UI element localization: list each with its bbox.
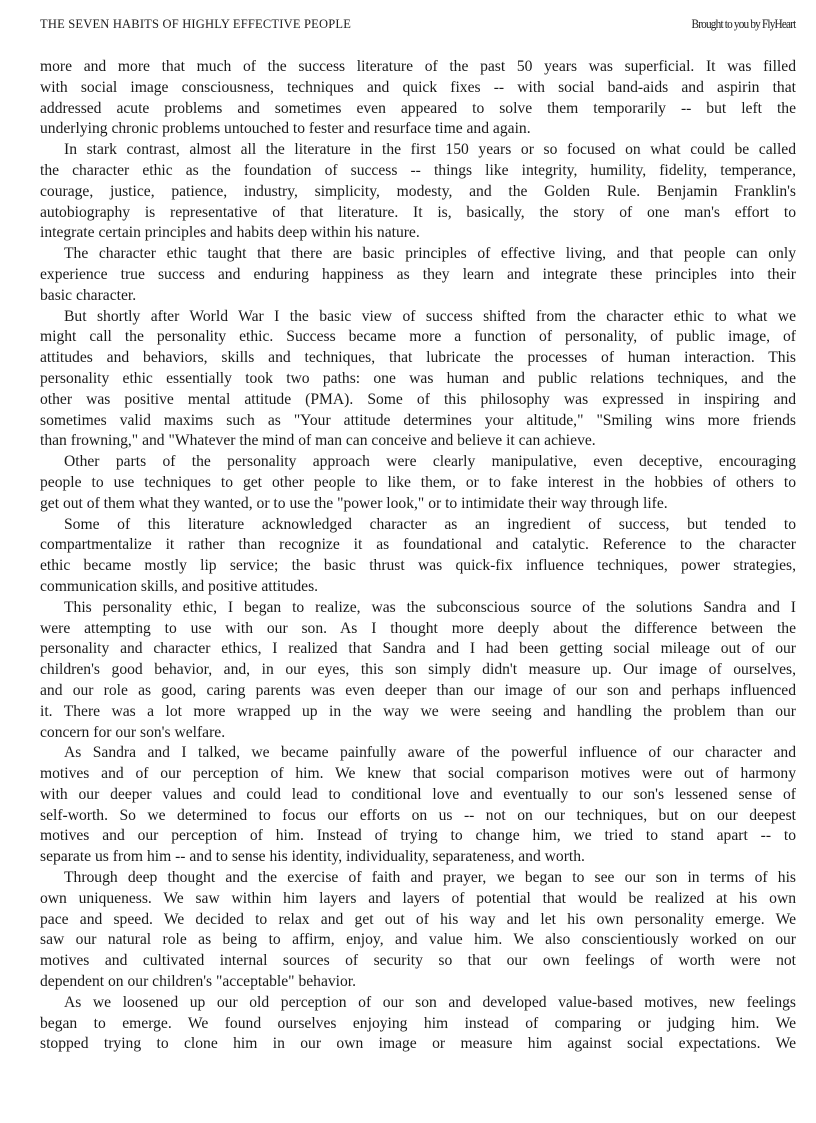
paragraph	[40, 993, 796, 1055]
paragraph	[40, 598, 796, 744]
text-line: In stark contrast, almost all the literature in the first 150 years or so focused on what could be called	[64, 141, 796, 159]
text-line: motives and of our perception of him. We knew that social comparison motives were out of harmony	[40, 765, 796, 783]
paragraph	[40, 868, 796, 993]
credit-line: Brought to you by FlyHeart	[691, 17, 795, 31]
text-line: courage, justice, patience, industry, simplicity, modesty, and the Golden Rule. Benjamin Franklin's	[40, 182, 796, 200]
paragraph	[40, 244, 796, 306]
text-line: with our deeper values and could lead to conditional love and eventually to our son's lessened sense of	[40, 785, 796, 803]
text-line: the character ethic as the foundation of success -- things like integrity, humility, fidelity, temperance,	[40, 161, 796, 179]
text-line: Through deep thought and the exercise of faith and prayer, we began to see our son in terms of his	[64, 869, 796, 887]
text-line: might call the personality ethic. Success became more a function of personality, of public image, of	[40, 328, 796, 346]
text-line: As Sandra and I talked, we became painfully aware of the powerful influence of our character and	[64, 744, 796, 762]
text-line: attitudes and behaviors, skills and techniques, that lubricate the processes of human interaction. This	[40, 349, 796, 367]
text-line: with social image consciousness, techniques and quick fixes -- with social band-aids and aspirin that	[40, 78, 796, 96]
text-line: than frowning," and "Whatever the mind of man can conceive and believe it can achieve.	[40, 432, 596, 450]
text-line: saw our natural role as being to affirm, enjoy, and value him. We also conscientiously worked on our	[40, 931, 796, 949]
text-line: personality and character ethics, I realized that Sandra and I had been getting social mileage out of our	[40, 640, 796, 658]
text-line: But shortly after World War I the basic view of success shifted from the character ethic to what we	[64, 307, 796, 325]
body-text	[40, 57, 796, 1055]
text-line: experience true success and enduring happiness as they learn and integrate these principles into their	[40, 265, 796, 283]
paragraph	[40, 307, 796, 453]
text-line: other was positive mental attitude (PMA). Some of this philosophy was expressed in inspiring and	[40, 390, 796, 408]
text-line: concern for our son's welfare.	[40, 723, 226, 741]
text-line: and our role as good, caring parents was even deeper than our image of our son and perhaps influenced	[40, 681, 796, 699]
text-line: This personality ethic, I began to realize, was the subconscious source of the solutions Sandra and I	[64, 598, 796, 616]
text-line: were attempting to use with our son. As I thought more deeply about the difference between the	[40, 619, 796, 637]
text-line: pace and speed. We decided to relax and get out of his way and let his own personality emerge. We	[40, 910, 796, 928]
text-line: motives and our perception of him. Instead of trying to change him, we tried to stand apart -- to	[40, 827, 796, 845]
paragraph	[40, 515, 796, 598]
text-line: personality ethic essentially took two paths: one was human and public relations techniques, and the	[40, 369, 796, 387]
text-line: integrate certain principles and habits deep within his nature.	[40, 224, 420, 242]
text-line: communication skills, and positive attitudes.	[40, 577, 319, 595]
paragraph	[40, 140, 796, 244]
paragraph	[40, 743, 796, 868]
text-line: people to use techniques to get other people to like them, or to fake interest in the hobbies of others to	[40, 473, 796, 491]
text-line: children's good behavior, and, in our eyes, this son simply didn't measure up. Our image of ourselves,	[40, 661, 796, 679]
text-line: Some of this literature acknowledged character as an ingredient of success, but tended to	[64, 515, 796, 533]
text-line: more and more that much of the success literature of the past 50 years was superficial. It was filled	[40, 58, 796, 75]
text-line: autobiography is representative of that literature. It is, basically, the story of one man's effort to	[40, 203, 796, 221]
paragraph	[40, 57, 796, 140]
text-line: separate us from him -- and to sense his identity, individuality, separateness, and worth.	[40, 848, 585, 866]
text-line: underlying chronic problems untouched to fester and resurface time and again.	[40, 120, 531, 138]
book-title: THE SEVEN HABITS OF HIGHLY EFFECTIVE PEOPLE	[40, 17, 352, 31]
text-line: ethic became mostly lip service; the basic thrust was quick-fix influence techniques, power strategies,	[40, 557, 796, 575]
text-line: sometimes valid maxims such as "Your attitude determines your altitude," "Smiling wins more friends	[40, 411, 796, 429]
text-line: addressed acute problems and sometimes even appeared to solve them temporarily -- but left the	[40, 99, 796, 117]
text-line: basic character.	[40, 286, 137, 304]
text-line: Other parts of the personality approach were clearly manipulative, even deceptive, encouraging	[64, 453, 796, 471]
text-line: motives and cultivated internal sources of security so that our own feelings of worth were not	[40, 952, 796, 970]
text-line: dependent on our children's "acceptable" behavior.	[40, 973, 357, 991]
text-line: self-worth. So we determined to focus our efforts on us -- not on our techniques, but on our deepest	[40, 806, 796, 824]
paragraph	[40, 452, 796, 514]
text-line: The character ethic taught that there are basic principles of effective living, and that people can only	[64, 245, 796, 263]
text-line: compartmentalize it rather than recognize it as foundational and catalytic. Reference to the character	[40, 536, 796, 554]
text-line: stopped trying to clone him in our own image or measure him against social expectations. We	[40, 1035, 796, 1053]
text-line: own uniqueness. We saw within him layers and layers of potential that would be realized at his own	[40, 889, 796, 907]
text-line: As we loosened up our old perception of our son and developed value-based motives, new feelings	[64, 993, 796, 1011]
text-line: it. There was a lot more wrapped up in the way we were seeing and handling the problem than our	[40, 702, 796, 720]
text-line: began to emerge. We found ourselves enjoying him instead of comparing or judging him. We	[40, 1014, 796, 1032]
page-header	[40, 17, 795, 37]
text-line: get out of them what they wanted, or to use the "power look," or to intimidate their way through life.	[40, 494, 668, 512]
